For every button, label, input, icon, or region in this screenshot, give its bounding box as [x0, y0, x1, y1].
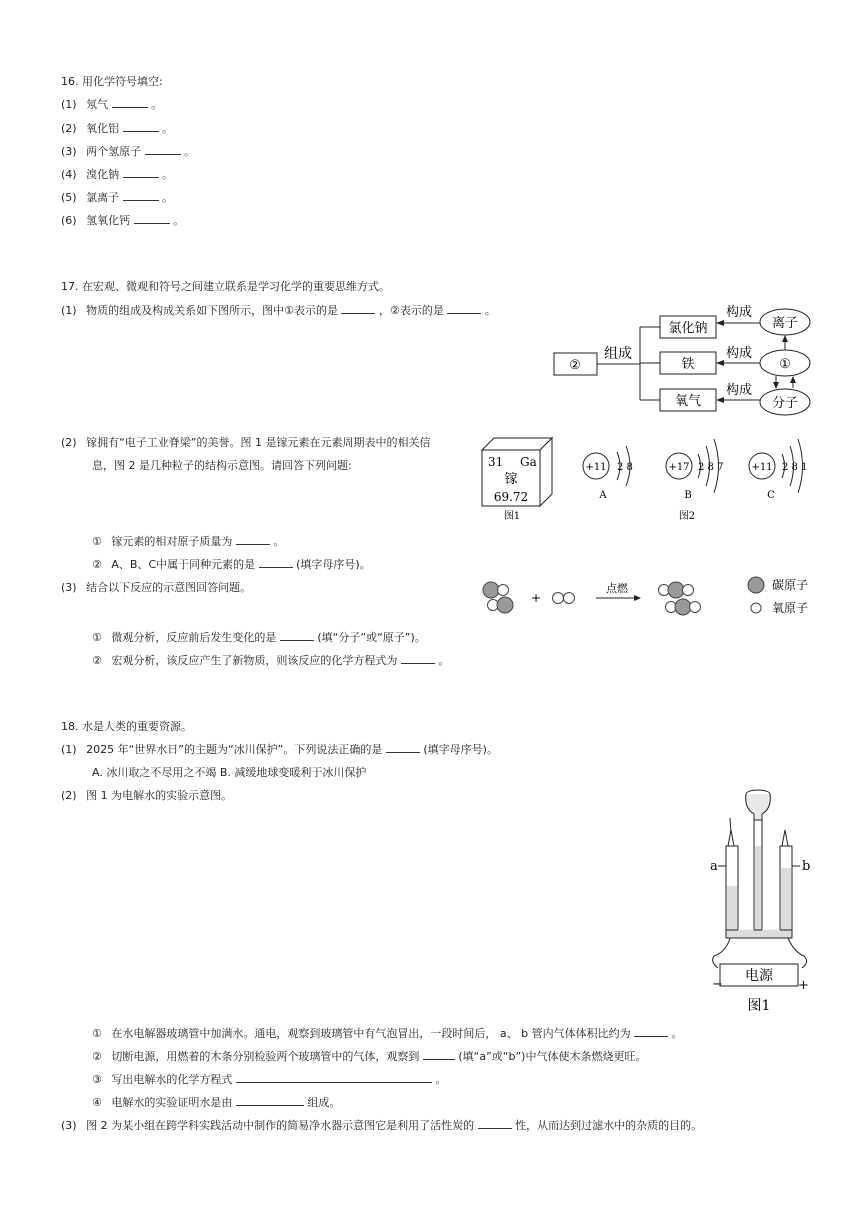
atomic-number: 31: [488, 455, 504, 469]
sub-text: 电解水的实验证明水是由: [111, 1096, 233, 1109]
part-text: 2025 年“世界水日”的主题为“冰川保护”。下列说法正确的是: [86, 743, 383, 756]
atomic-mass: 69.72: [493, 490, 529, 504]
iron-label: 铁: [681, 357, 695, 372]
plus-sign-power: +: [798, 978, 809, 993]
item-text: 氯离子: [86, 191, 120, 204]
electrolysis-apparatus: [704, 786, 819, 1016]
legend-carbon: 碳原子: [772, 578, 809, 592]
answer-blank[interactable]: [478, 1119, 512, 1129]
oxygen-label: 氧气: [674, 394, 702, 409]
part-end: 。: [484, 304, 496, 317]
q16-item-3: [61, 145, 195, 159]
q17-title: 17. 在宏观、微观和符号之间建立联系是学习化学的重要思维方式。: [61, 280, 390, 293]
label-b: B: [684, 490, 692, 501]
legend-oxygen: 氧原子: [772, 601, 809, 615]
part-text-2: ，②表示的是: [378, 304, 444, 317]
item-end: 。: [173, 214, 185, 227]
sub-number: ②: [92, 558, 102, 571]
make-label-1: 构成: [725, 305, 753, 320]
item-number: (6): [61, 214, 77, 227]
answer-blank[interactable]: [386, 743, 420, 753]
q18-title: 18. 水是人类的重要资源。: [61, 720, 192, 733]
tube-b-label: b: [802, 859, 811, 874]
shells-a: 2 8: [617, 462, 633, 473]
part-number: (1): [61, 304, 77, 317]
box-2-label: ②: [569, 358, 581, 373]
atom-a: [583, 446, 633, 501]
q17-sub4: [92, 654, 449, 668]
sub-number: ①: [92, 535, 102, 548]
answer-blank[interactable]: [259, 558, 293, 568]
q17-part2-line2: 息，图 2 是几种粒子的结构示意图。请回答下列问题:: [92, 459, 352, 472]
item-end: 。: [162, 168, 174, 181]
answer-blank[interactable]: [447, 304, 481, 314]
q17-part2-line1: [61, 436, 430, 450]
plus-sign: +: [530, 591, 542, 605]
compose-label: 组成: [604, 346, 632, 362]
q18-part2: [61, 789, 232, 803]
nucleus-b: +17: [668, 462, 690, 473]
power-label: 电源: [745, 968, 773, 984]
q16-item-4: [61, 168, 173, 182]
q18-part1: [61, 743, 498, 757]
fig1-caption: 图1: [503, 511, 521, 522]
item-end: 。: [162, 122, 174, 135]
item-end: 。: [162, 191, 174, 204]
element-card: [480, 436, 555, 521]
q17-sub3: [92, 631, 426, 645]
item-text: 两个氢原子: [86, 145, 142, 158]
q18-sub3: [92, 1073, 446, 1087]
sub-end: (填“a”或“b”)中气体使木条燃烧更旺。: [458, 1050, 647, 1063]
item-text: 氢氧化钙: [86, 214, 131, 227]
item-end: 。: [184, 145, 196, 158]
q18-sub1: [92, 1027, 683, 1041]
tube-a-label: a: [710, 859, 718, 874]
composition-diagram: [548, 296, 818, 418]
molecule-label: 分子: [771, 396, 799, 411]
sub-number: ①: [92, 1027, 102, 1040]
sub-text: A、B、C中属于同种元素的是: [111, 558, 256, 571]
apparatus-caption: 图1: [747, 998, 771, 1014]
fig2-caption: 图2: [678, 511, 696, 522]
nucleus-a: +11: [585, 462, 607, 473]
q18-sub2: [92, 1050, 646, 1064]
shells-b: 2 8 7: [698, 462, 724, 473]
sub-text: 写出电解水的化学方程式: [111, 1073, 233, 1086]
answer-blank[interactable]: [145, 145, 181, 155]
q16-item-6: [61, 214, 184, 228]
sub-text: 在水电解器玻璃管中加满水。通电，观察到玻璃管中有气泡冒出，一段时间后， a、 b 管内气体体积比约为: [111, 1027, 631, 1040]
answer-blank[interactable]: [341, 304, 375, 314]
sub-number: ②: [92, 654, 102, 667]
q17-part1: [61, 304, 496, 318]
atom-c: [749, 439, 807, 501]
answer-blank[interactable]: [123, 122, 159, 132]
reaction-diagram: [478, 572, 818, 622]
sub-end: 组成。: [307, 1096, 341, 1109]
make-label-3: 构成: [725, 383, 753, 398]
q18-sub4: [92, 1096, 340, 1110]
part-text: 图 2 为某小组在跨学科实践活动中制作的简易净水器示意图它是利用了活性炭的: [86, 1119, 475, 1132]
answer-blank[interactable]: [236, 1073, 432, 1083]
atom-b: [666, 439, 723, 501]
nacl-label: 氯化钠: [668, 321, 708, 336]
q16-item-2: [61, 122, 173, 136]
ion-label: 离子: [771, 316, 799, 331]
q16-item-1: [61, 98, 162, 112]
minus-sign: −: [712, 977, 723, 992]
element-symbol: Ga: [520, 455, 537, 469]
part-number: (3): [61, 1119, 77, 1132]
element-name: 镓: [504, 472, 518, 487]
atom-structures: [574, 430, 819, 522]
sub-number: ③: [92, 1073, 102, 1086]
part-text: 镓拥有“电子工业脊梁”的美誉。图 1 是镓元素在元素周期表中的相关信: [86, 436, 431, 449]
answer-blank[interactable]: [634, 1027, 668, 1037]
part-number: (2): [61, 789, 77, 802]
part-text: 物质的组成及构成关系如下图所示，图中①表示的是: [86, 304, 338, 317]
answer-blank[interactable]: [236, 535, 270, 545]
part-end: 性，从而达到过滤水中的杂质的目的。: [515, 1119, 703, 1132]
part-text: 结合以下反应的示意图回答问题。: [86, 581, 252, 594]
item-end: 。: [151, 98, 163, 111]
q17-sub1: [92, 535, 284, 549]
answer-blank[interactable]: [236, 1096, 304, 1106]
sub-text: 微观分析，反应前后发生变化的是: [111, 631, 277, 644]
answer-blank[interactable]: [112, 98, 148, 108]
sub-end: 。: [438, 654, 450, 667]
item-number: (1): [61, 98, 77, 111]
item-text: 氧化铝: [86, 122, 120, 135]
part-end: (填字母序号)。: [423, 743, 498, 756]
sub-end: 。: [273, 535, 285, 548]
sub-end: (填字母序号)。: [296, 558, 371, 571]
item-text: 溴化钠: [86, 168, 120, 181]
sub-end: (填“分子”或“原子”)。: [317, 631, 426, 644]
q17-sub2: [92, 558, 371, 572]
answer-blank[interactable]: [280, 631, 314, 641]
q16-item-5: [61, 191, 173, 205]
condition-label: 点燃: [606, 582, 628, 595]
part-text: 图 1 为电解水的实验示意图。: [86, 789, 233, 802]
q16-title: 16. 用化学符号填空:: [61, 75, 163, 88]
item-number: (5): [61, 191, 77, 204]
sub-number: ②: [92, 1050, 102, 1063]
item-text: 氖气: [86, 98, 109, 111]
part-number: (1): [61, 743, 77, 756]
answer-blank[interactable]: [134, 214, 170, 224]
label-c: C: [767, 490, 775, 501]
label-a: A: [599, 490, 607, 501]
circle-1-label: ①: [779, 357, 791, 372]
answer-blank[interactable]: [401, 654, 435, 664]
item-number: (4): [61, 168, 77, 181]
sub-number: ④: [92, 1096, 102, 1109]
nucleus-c: +11: [751, 462, 773, 473]
sub-end: 。: [435, 1073, 447, 1086]
answer-blank[interactable]: [123, 168, 159, 178]
sub-text: 切断电源，用燃着的木条分别检验两个玻璃管中的气体，观察到: [111, 1050, 420, 1063]
q17-part3: [61, 581, 251, 595]
item-number: (2): [61, 122, 77, 135]
sub-number: ①: [92, 631, 102, 644]
make-label-2: 构成: [725, 346, 753, 361]
shells-c: 2 8 1: [782, 462, 808, 473]
sub-text: 镓元素的相对原子质量为: [111, 535, 233, 548]
answer-blank[interactable]: [423, 1050, 455, 1060]
item-number: (3): [61, 145, 77, 158]
answer-blank[interactable]: [123, 191, 159, 201]
sub-text: 宏观分析，该反应产生了新物质，则该反应的化学方程式为: [111, 654, 398, 667]
part-number: (3): [61, 581, 77, 594]
q18-part3: [61, 1119, 702, 1133]
q18-options: A. 冰川取之不尽用之不竭 B. 减缓地球变暖利于冰川保护: [92, 766, 367, 779]
sub-end: 。: [671, 1027, 683, 1040]
part-number: (2): [61, 436, 77, 449]
